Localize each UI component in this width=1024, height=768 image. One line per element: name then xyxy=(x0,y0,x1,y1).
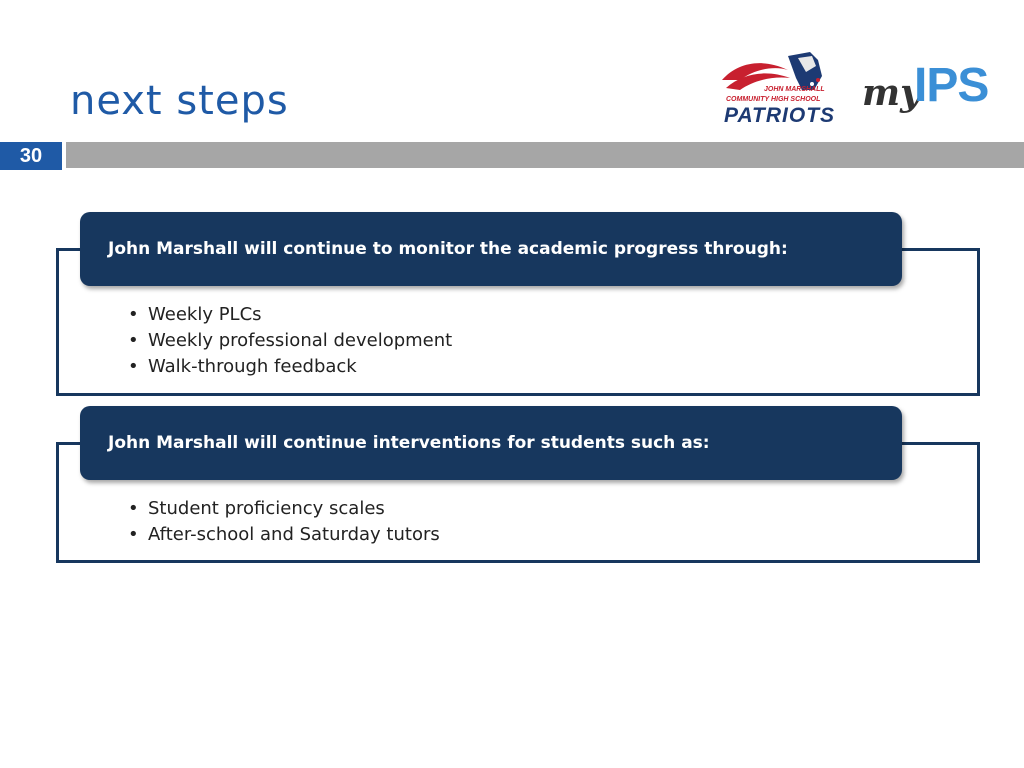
section-heading-interventions: John Marshall will continue interventions for students such as: xyxy=(80,406,902,480)
patriots-logo-line2: COMMUNITY HIGH SCHOOL xyxy=(726,96,821,103)
interventions-bullet-list xyxy=(128,496,440,548)
myips-logo xyxy=(862,60,1012,120)
list-item: • After-school and Saturday tutors xyxy=(128,522,440,548)
monitoring-bullet-list xyxy=(128,302,452,380)
page-title: next steps xyxy=(70,78,289,124)
slide-number: 30 xyxy=(0,142,62,170)
list-item: • Weekly professional development xyxy=(128,328,452,354)
myips-logo-ips: IPS xyxy=(914,59,989,112)
list-item: • Walk-through feedback xyxy=(128,354,452,380)
patriots-logo-name: PATRIOTS xyxy=(724,104,836,127)
patriots-logo-line1: JOHN MARSHALL xyxy=(764,86,825,93)
list-item: • Weekly PLCs xyxy=(128,302,452,328)
title-divider-bar xyxy=(66,142,1024,168)
patriots-logo xyxy=(718,50,836,130)
myips-logo-my: my xyxy=(862,72,922,114)
list-item: • Student proficiency scales xyxy=(128,496,440,522)
section-heading-monitoring: John Marshall will continue to monitor the academic progress through: xyxy=(80,212,902,286)
